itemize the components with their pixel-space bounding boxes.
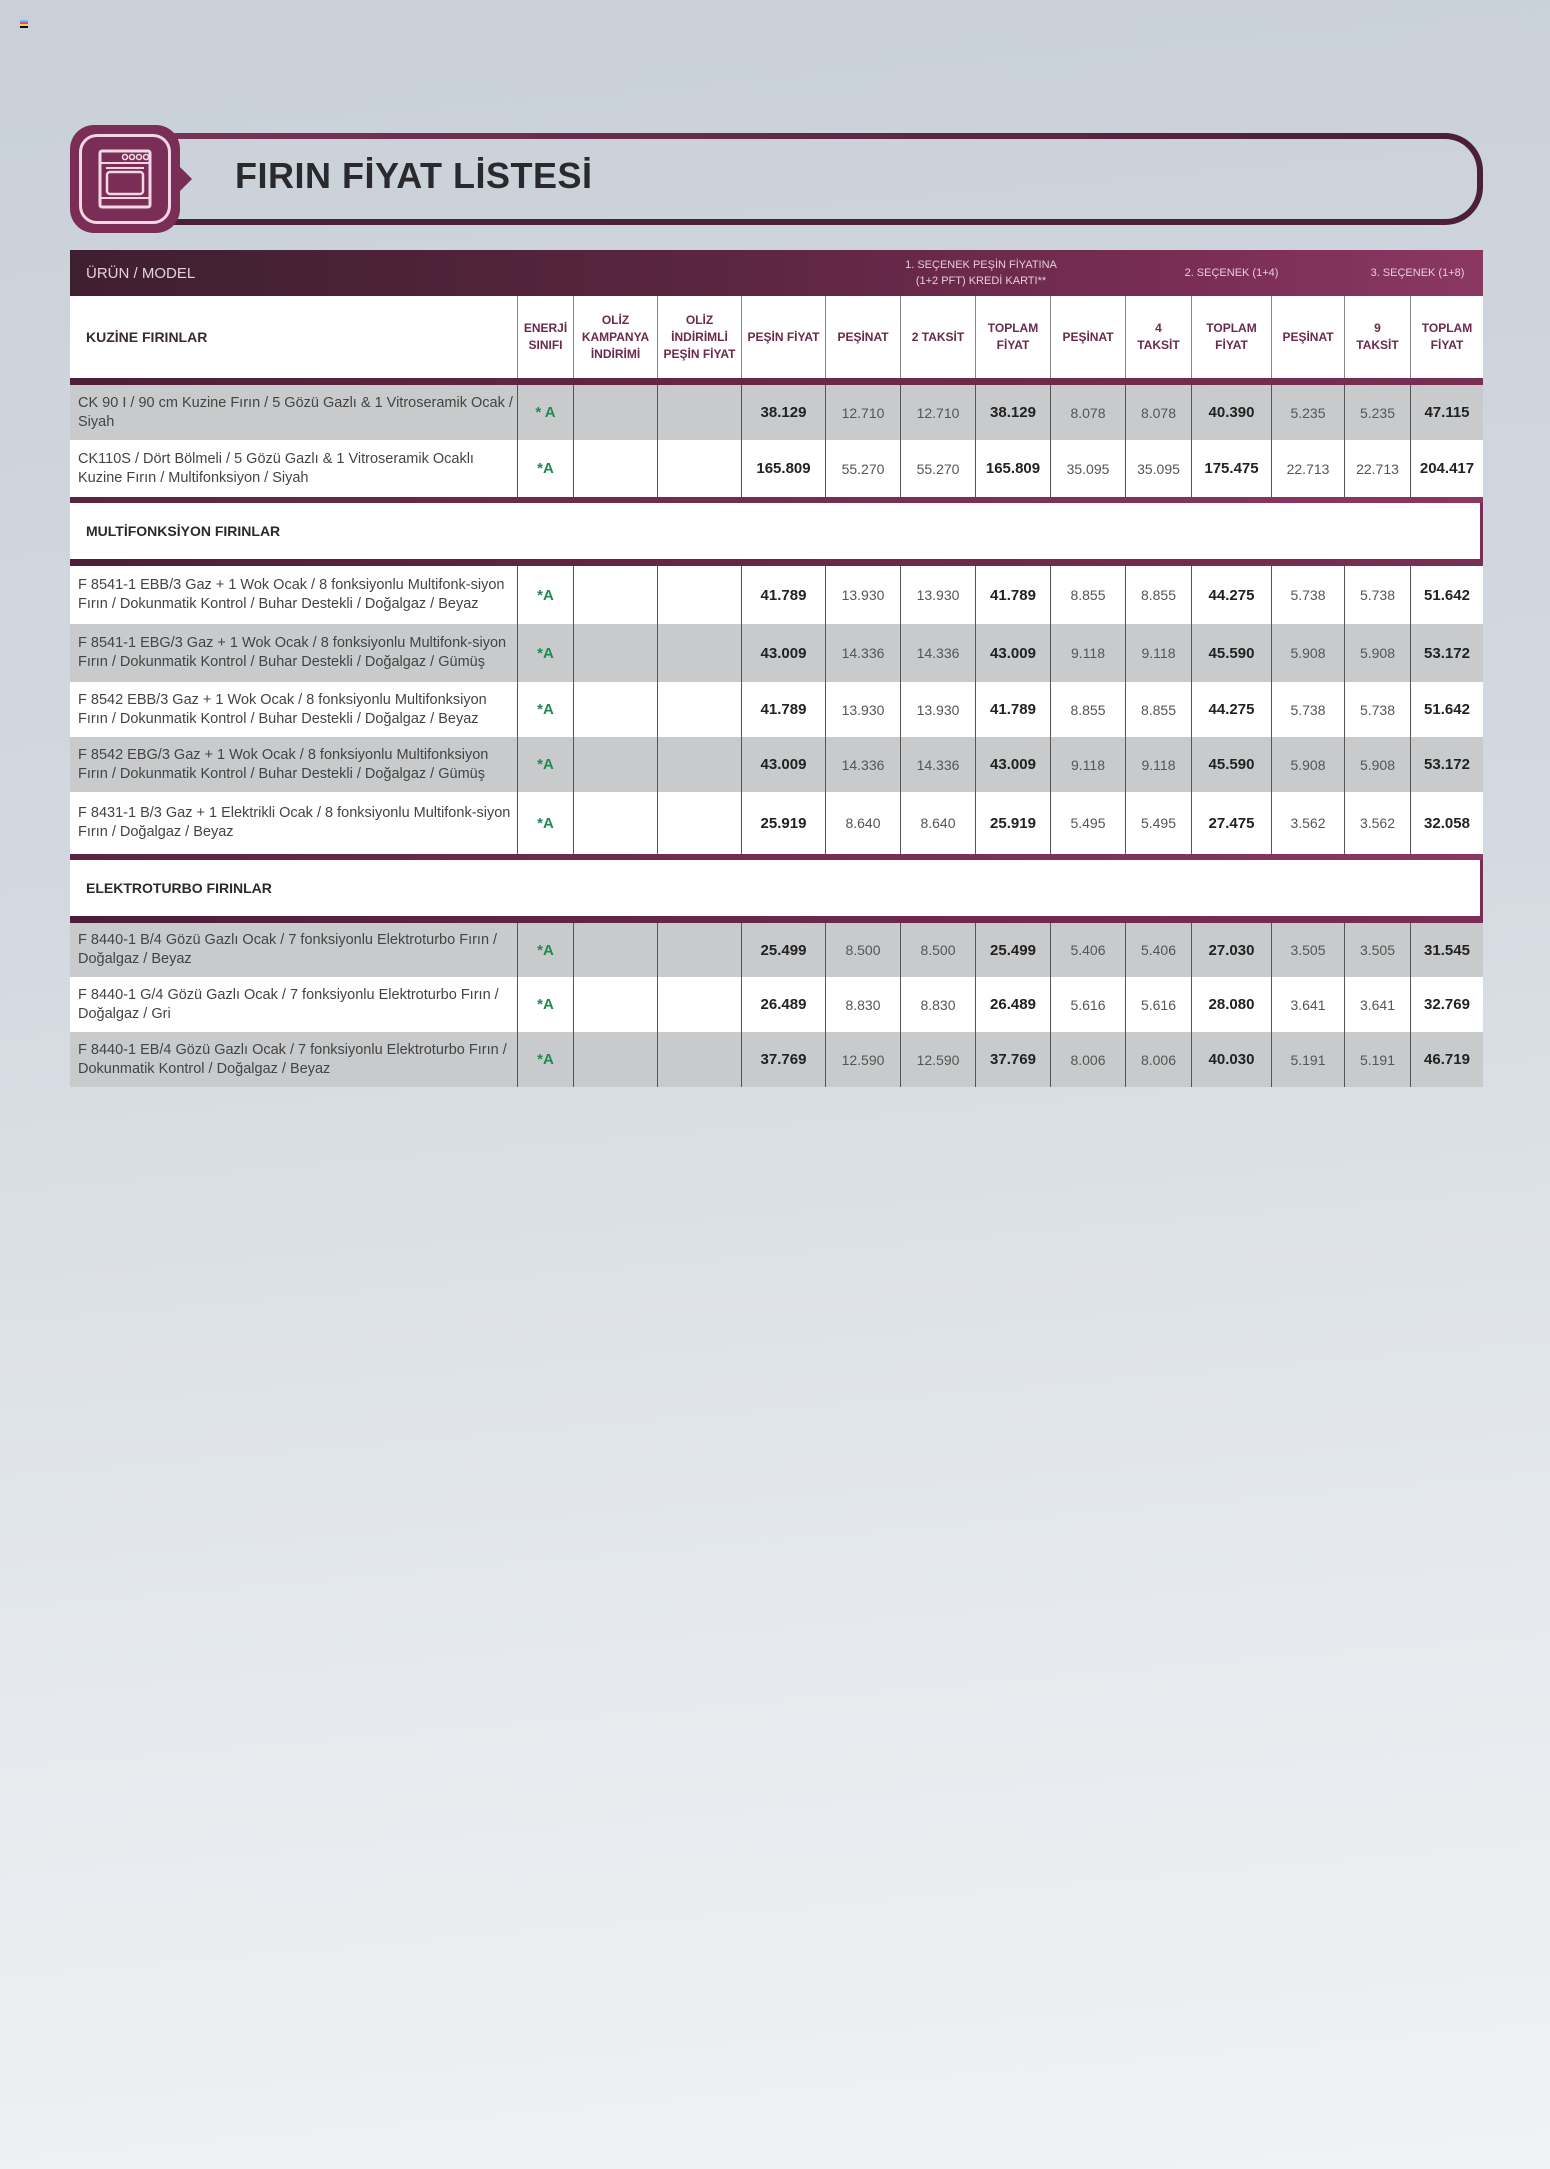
table-row xyxy=(70,566,1483,624)
price-cell-opt2-total: 27.030 xyxy=(1191,923,1271,977)
price-cell-cash: 41.789 xyxy=(741,682,825,737)
price-cell-discounted xyxy=(657,566,741,624)
section-divider xyxy=(70,916,1483,923)
price-cell-opt2-inst: 8.006 xyxy=(1125,1032,1191,1087)
price-cell-opt2-down: 35.095 xyxy=(1050,440,1125,497)
price-cell-opt1-total: 38.129 xyxy=(975,385,1050,440)
price-cell-campaign xyxy=(573,385,657,440)
price-cell-opt3-inst: 5.908 xyxy=(1344,737,1410,792)
price-cell-campaign xyxy=(573,566,657,624)
price-cell-discounted xyxy=(657,923,741,977)
print-color-mark xyxy=(20,20,28,28)
price-cell-opt1-inst: 8.640 xyxy=(900,792,975,854)
product-name: F 8440-1 G/4 Gözü Gazlı Ocak / 7 fonksiyonlu Elektroturbo Fırın / Doğalgaz / Gri xyxy=(78,986,499,1022)
price-cell-opt3-down: 5.908 xyxy=(1271,737,1344,792)
price-cell-opt3-down: 3.562 xyxy=(1271,792,1344,854)
column-header-opt3-9-installments: 9 TAKSİT xyxy=(1344,296,1410,378)
price-table xyxy=(70,250,1483,1087)
price-cell-opt3-inst: 22.713 xyxy=(1344,440,1410,497)
price-cell-opt2-down: 5.406 xyxy=(1050,923,1125,977)
price-cell-discounted xyxy=(657,624,741,682)
price-cell-opt3-inst: 5.908 xyxy=(1344,624,1410,682)
price-cell-opt1-total: 41.789 xyxy=(975,566,1050,624)
product-name: F 8541-1 EBB/3 Gaz + 1 Wok Ocak / 8 fonksiyonlu Multifonk-siyon Fırın / Dokunmatik Kontrol / Buhar Destekli / Doğalgaz / Beyaz xyxy=(78,577,505,612)
column-header-opt1-total-price: TOPLAM FİYAT xyxy=(975,296,1050,378)
column-header-energy-class: ENERJİ SINIFI xyxy=(517,296,573,378)
price-cell-opt1-down: 8.830 xyxy=(825,977,900,1032)
table-row xyxy=(70,923,1483,977)
price-cell-opt3-total: 51.642 xyxy=(1410,566,1483,624)
price-cell-campaign xyxy=(573,440,657,497)
model-column-label: ÜRÜN / MODEL xyxy=(86,264,196,282)
table-row xyxy=(70,977,1483,1032)
price-cell-opt3-inst: 3.562 xyxy=(1344,792,1410,854)
column-header-oliz-campaign-discount: OLİZ KAMPANYA İNDİRİMİ xyxy=(573,296,657,378)
column-header-opt3-down-payment: PEŞİNAT xyxy=(1271,296,1344,378)
price-cell-opt1-total: 37.769 xyxy=(975,1032,1050,1087)
price-cell-opt3-total: 47.115 xyxy=(1410,385,1483,440)
table-body xyxy=(70,385,1483,1087)
price-cell-discounted xyxy=(657,440,741,497)
price-cell-cash: 43.009 xyxy=(741,624,825,682)
banner-icon-box xyxy=(70,125,180,233)
price-cell-discounted xyxy=(657,1032,741,1087)
column-header-opt2-4-installments: 4 TAKSİT xyxy=(1125,296,1191,378)
energy-class-badge: *A xyxy=(517,566,573,624)
price-cell-opt3-total: 53.172 xyxy=(1410,737,1483,792)
price-cell-opt2-down: 8.006 xyxy=(1050,1032,1125,1087)
price-cell-cash: 26.489 xyxy=(741,977,825,1032)
price-cell-opt1-inst: 14.336 xyxy=(900,624,975,682)
price-cell-opt2-total: 45.590 xyxy=(1191,737,1271,792)
price-cell-opt1-down: 8.500 xyxy=(825,923,900,977)
price-cell-discounted xyxy=(657,682,741,737)
price-cell-opt2-inst: 5.406 xyxy=(1125,923,1191,977)
price-cell-opt3-inst: 5.738 xyxy=(1344,566,1410,624)
section-header: ELEKTROTURBO FIRINLAR xyxy=(70,860,1483,916)
price-cell-opt2-inst: 9.118 xyxy=(1125,737,1191,792)
price-cell-opt3-total: 46.719 xyxy=(1410,1032,1483,1087)
price-cell-opt3-inst: 3.641 xyxy=(1344,977,1410,1032)
price-cell-opt2-inst: 8.855 xyxy=(1125,682,1191,737)
price-cell-opt2-total: 28.080 xyxy=(1191,977,1271,1032)
price-cell-opt1-down: 14.336 xyxy=(825,737,900,792)
price-cell-opt3-down: 22.713 xyxy=(1271,440,1344,497)
energy-class-badge: *A xyxy=(517,440,573,497)
price-cell-opt1-down: 12.710 xyxy=(825,385,900,440)
price-cell-cash: 41.789 xyxy=(741,566,825,624)
product-name: F 8542 EBB/3 Gaz + 1 Wok Ocak / 8 fonksiyonlu Multifonksiyon Fırın / Dokunmatik Kontrol / Buhar Destekli / Doğalgaz / Beyaz xyxy=(78,691,487,727)
price-cell-opt2-down: 5.616 xyxy=(1050,977,1125,1032)
price-cell-campaign xyxy=(573,737,657,792)
price-cell-opt3-down: 3.641 xyxy=(1271,977,1344,1032)
price-cell-discounted xyxy=(657,385,741,440)
column-header-cash-price: PEŞİN FİYAT xyxy=(741,296,825,378)
option-1-header: 1. SEÇENEK PEŞİN FİYATINA (1+2 PFT) KREDİ KARTI** xyxy=(905,259,1057,287)
table-column-header xyxy=(70,296,1483,378)
price-cell-opt1-down: 13.930 xyxy=(825,566,900,624)
energy-class-badge: *A xyxy=(517,792,573,854)
header-divider xyxy=(70,378,1483,385)
price-cell-opt1-total: 41.789 xyxy=(975,682,1050,737)
price-cell-opt1-down: 13.930 xyxy=(825,682,900,737)
price-cell-opt3-total: 32.769 xyxy=(1410,977,1483,1032)
price-cell-opt1-total: 165.809 xyxy=(975,440,1050,497)
table-row xyxy=(70,1032,1483,1087)
price-cell-cash: 43.009 xyxy=(741,737,825,792)
price-cell-opt2-down: 5.495 xyxy=(1050,792,1125,854)
price-cell-opt3-inst: 3.505 xyxy=(1344,923,1410,977)
price-cell-opt2-total: 40.030 xyxy=(1191,1032,1271,1087)
price-cell-opt1-inst: 8.500 xyxy=(900,923,975,977)
price-cell-campaign xyxy=(573,923,657,977)
price-cell-opt1-inst: 13.930 xyxy=(900,682,975,737)
table-row xyxy=(70,792,1483,854)
energy-class-badge: *A xyxy=(517,737,573,792)
price-cell-opt2-total: 44.275 xyxy=(1191,682,1271,737)
price-cell-opt1-down: 8.640 xyxy=(825,792,900,854)
product-name: CK110S / Dört Bölmeli / 5 Gözü Gazlı & 1 Vitroseramik Ocaklı Kuzine Fırın / Multifonksiyon / Siyah xyxy=(78,450,474,486)
column-header-opt1-down-payment: PEŞİNAT xyxy=(825,296,900,378)
price-cell-opt1-down: 14.336 xyxy=(825,624,900,682)
table-row xyxy=(70,440,1483,497)
price-cell-opt1-total: 43.009 xyxy=(975,737,1050,792)
price-cell-opt1-inst: 55.270 xyxy=(900,440,975,497)
product-name: F 8541-1 EBG/3 Gaz + 1 Wok Ocak / 8 fonksiyonlu Multifonk-siyon Fırın / Dokunmatik Kontrol / Buhar Destekli / Doğalgaz / Gümüş xyxy=(78,635,507,670)
energy-class-badge: *A xyxy=(517,1032,573,1087)
option-2-header: 2. SEÇENEK (1+4) xyxy=(1184,267,1279,279)
price-cell-opt1-total: 43.009 xyxy=(975,624,1050,682)
price-cell-opt2-total: 27.475 xyxy=(1191,792,1271,854)
price-cell-opt2-down: 8.855 xyxy=(1050,566,1125,624)
price-cell-opt3-inst: 5.235 xyxy=(1344,385,1410,440)
product-name: F 8542 EBG/3 Gaz + 1 Wok Ocak / 8 fonksiyonlu Multifonksiyon Fırın / Dokunmatik Kontrol / Buhar Destekli / Doğalgaz / Gümüş xyxy=(78,746,489,782)
price-cell-campaign xyxy=(573,624,657,682)
price-cell-opt2-down: 8.855 xyxy=(1050,682,1125,737)
price-cell-discounted xyxy=(657,737,741,792)
column-header-product: KUZİNE FIRINLAR xyxy=(86,328,208,345)
price-cell-opt1-total: 26.489 xyxy=(975,977,1050,1032)
price-cell-campaign xyxy=(573,792,657,854)
price-cell-opt2-inst: 35.095 xyxy=(1125,440,1191,497)
price-cell-opt2-inst: 8.078 xyxy=(1125,385,1191,440)
price-cell-opt1-inst: 8.830 xyxy=(900,977,975,1032)
price-cell-opt1-total: 25.919 xyxy=(975,792,1050,854)
column-header-oliz-discounted-cash-price: OLİZ İNDİRİMLİ PEŞİN FİYAT xyxy=(657,296,741,378)
price-cell-cash: 165.809 xyxy=(741,440,825,497)
section-divider xyxy=(70,559,1483,566)
energy-class-badge: *A xyxy=(517,682,573,737)
table-row xyxy=(70,624,1483,682)
price-cell-opt2-total: 175.475 xyxy=(1191,440,1271,497)
banner-arrow xyxy=(178,165,192,193)
price-cell-opt3-total: 53.172 xyxy=(1410,624,1483,682)
page-title: FIRIN FİYAT LİSTESİ xyxy=(235,155,593,196)
price-cell-opt2-total: 40.390 xyxy=(1191,385,1271,440)
price-cell-opt2-down: 9.118 xyxy=(1050,624,1125,682)
price-cell-opt2-total: 45.590 xyxy=(1191,624,1271,682)
price-cell-opt3-down: 5.235 xyxy=(1271,385,1344,440)
column-header-opt3-total-price: TOPLAM FİYAT xyxy=(1410,296,1483,378)
energy-class-badge: *A xyxy=(517,624,573,682)
price-cell-opt3-down: 5.908 xyxy=(1271,624,1344,682)
price-cell-opt2-inst: 9.118 xyxy=(1125,624,1191,682)
price-cell-opt2-down: 9.118 xyxy=(1050,737,1125,792)
price-cell-opt1-inst: 12.710 xyxy=(900,385,975,440)
price-cell-opt1-total: 25.499 xyxy=(975,923,1050,977)
energy-class-badge: * A xyxy=(517,385,573,440)
column-header-opt2-total-price: TOPLAM FİYAT xyxy=(1191,296,1271,378)
option-3-header: 3. SEÇENEK (1+8) xyxy=(1370,267,1465,279)
price-cell-cash: 38.129 xyxy=(741,385,825,440)
section-header: MULTİFONKSİYON FIRINLAR xyxy=(70,503,1483,559)
price-cell-opt1-inst: 13.930 xyxy=(900,566,975,624)
price-cell-cash: 25.919 xyxy=(741,792,825,854)
price-cell-campaign xyxy=(573,682,657,737)
price-cell-opt3-total: 32.058 xyxy=(1410,792,1483,854)
price-cell-opt3-inst: 5.738 xyxy=(1344,682,1410,737)
table-row xyxy=(70,385,1483,440)
price-cell-opt3-total: 204.417 xyxy=(1410,440,1483,497)
price-cell-opt2-total: 44.275 xyxy=(1191,566,1271,624)
price-cell-opt1-down: 55.270 xyxy=(825,440,900,497)
price-cell-opt2-inst: 8.855 xyxy=(1125,566,1191,624)
price-cell-campaign xyxy=(573,1032,657,1087)
oven-icon xyxy=(97,148,153,210)
price-cell-opt1-down: 12.590 xyxy=(825,1032,900,1087)
price-cell-campaign xyxy=(573,977,657,1032)
product-name: F 8440-1 EB/4 Gözü Gazlı Ocak / 7 fonksiyonlu Elektroturbo Fırın / Dokunmatik Kontrol / Doğalgaz / Beyaz xyxy=(78,1041,507,1077)
column-header-opt1-2-installments: 2 TAKSİT xyxy=(900,296,975,378)
product-name: F 8431-1 B/3 Gaz + 1 Elektrikli Ocak / 8 fonksiyonlu Multifonk-siyon Fırın / Doğalgaz / Beyaz xyxy=(78,805,511,840)
title-banner xyxy=(70,125,1483,235)
price-cell-discounted xyxy=(657,977,741,1032)
column-header-opt2-down-payment: PEŞİNAT xyxy=(1050,296,1125,378)
price-cell-opt1-inst: 14.336 xyxy=(900,737,975,792)
price-cell-opt1-inst: 12.590 xyxy=(900,1032,975,1087)
price-cell-opt3-total: 31.545 xyxy=(1410,923,1483,977)
energy-class-badge: *A xyxy=(517,923,573,977)
price-cell-opt2-inst: 5.495 xyxy=(1125,792,1191,854)
price-cell-opt2-down: 8.078 xyxy=(1050,385,1125,440)
table-row xyxy=(70,737,1483,792)
price-cell-opt3-down: 5.738 xyxy=(1271,566,1344,624)
table-row xyxy=(70,682,1483,737)
price-cell-opt2-inst: 5.616 xyxy=(1125,977,1191,1032)
price-cell-opt3-down: 3.505 xyxy=(1271,923,1344,977)
price-cell-cash: 25.499 xyxy=(741,923,825,977)
product-name: CK 90 I / 90 cm Kuzine Fırın / 5 Gözü Gazlı & 1 Vitroseramik Ocak / Siyah xyxy=(78,394,513,430)
price-cell-opt3-inst: 5.191 xyxy=(1344,1032,1410,1087)
table-group-header xyxy=(70,250,1483,296)
price-cell-opt3-down: 5.191 xyxy=(1271,1032,1344,1087)
price-cell-opt3-total: 51.642 xyxy=(1410,682,1483,737)
product-name: F 8440-1 B/4 Gözü Gazlı Ocak / 7 fonksiyonlu Elektroturbo Fırın / Doğalgaz / Beyaz xyxy=(78,932,498,967)
energy-class-badge: *A xyxy=(517,977,573,1032)
price-cell-discounted xyxy=(657,792,741,854)
price-cell-opt3-down: 5.738 xyxy=(1271,682,1344,737)
price-cell-cash: 37.769 xyxy=(741,1032,825,1087)
